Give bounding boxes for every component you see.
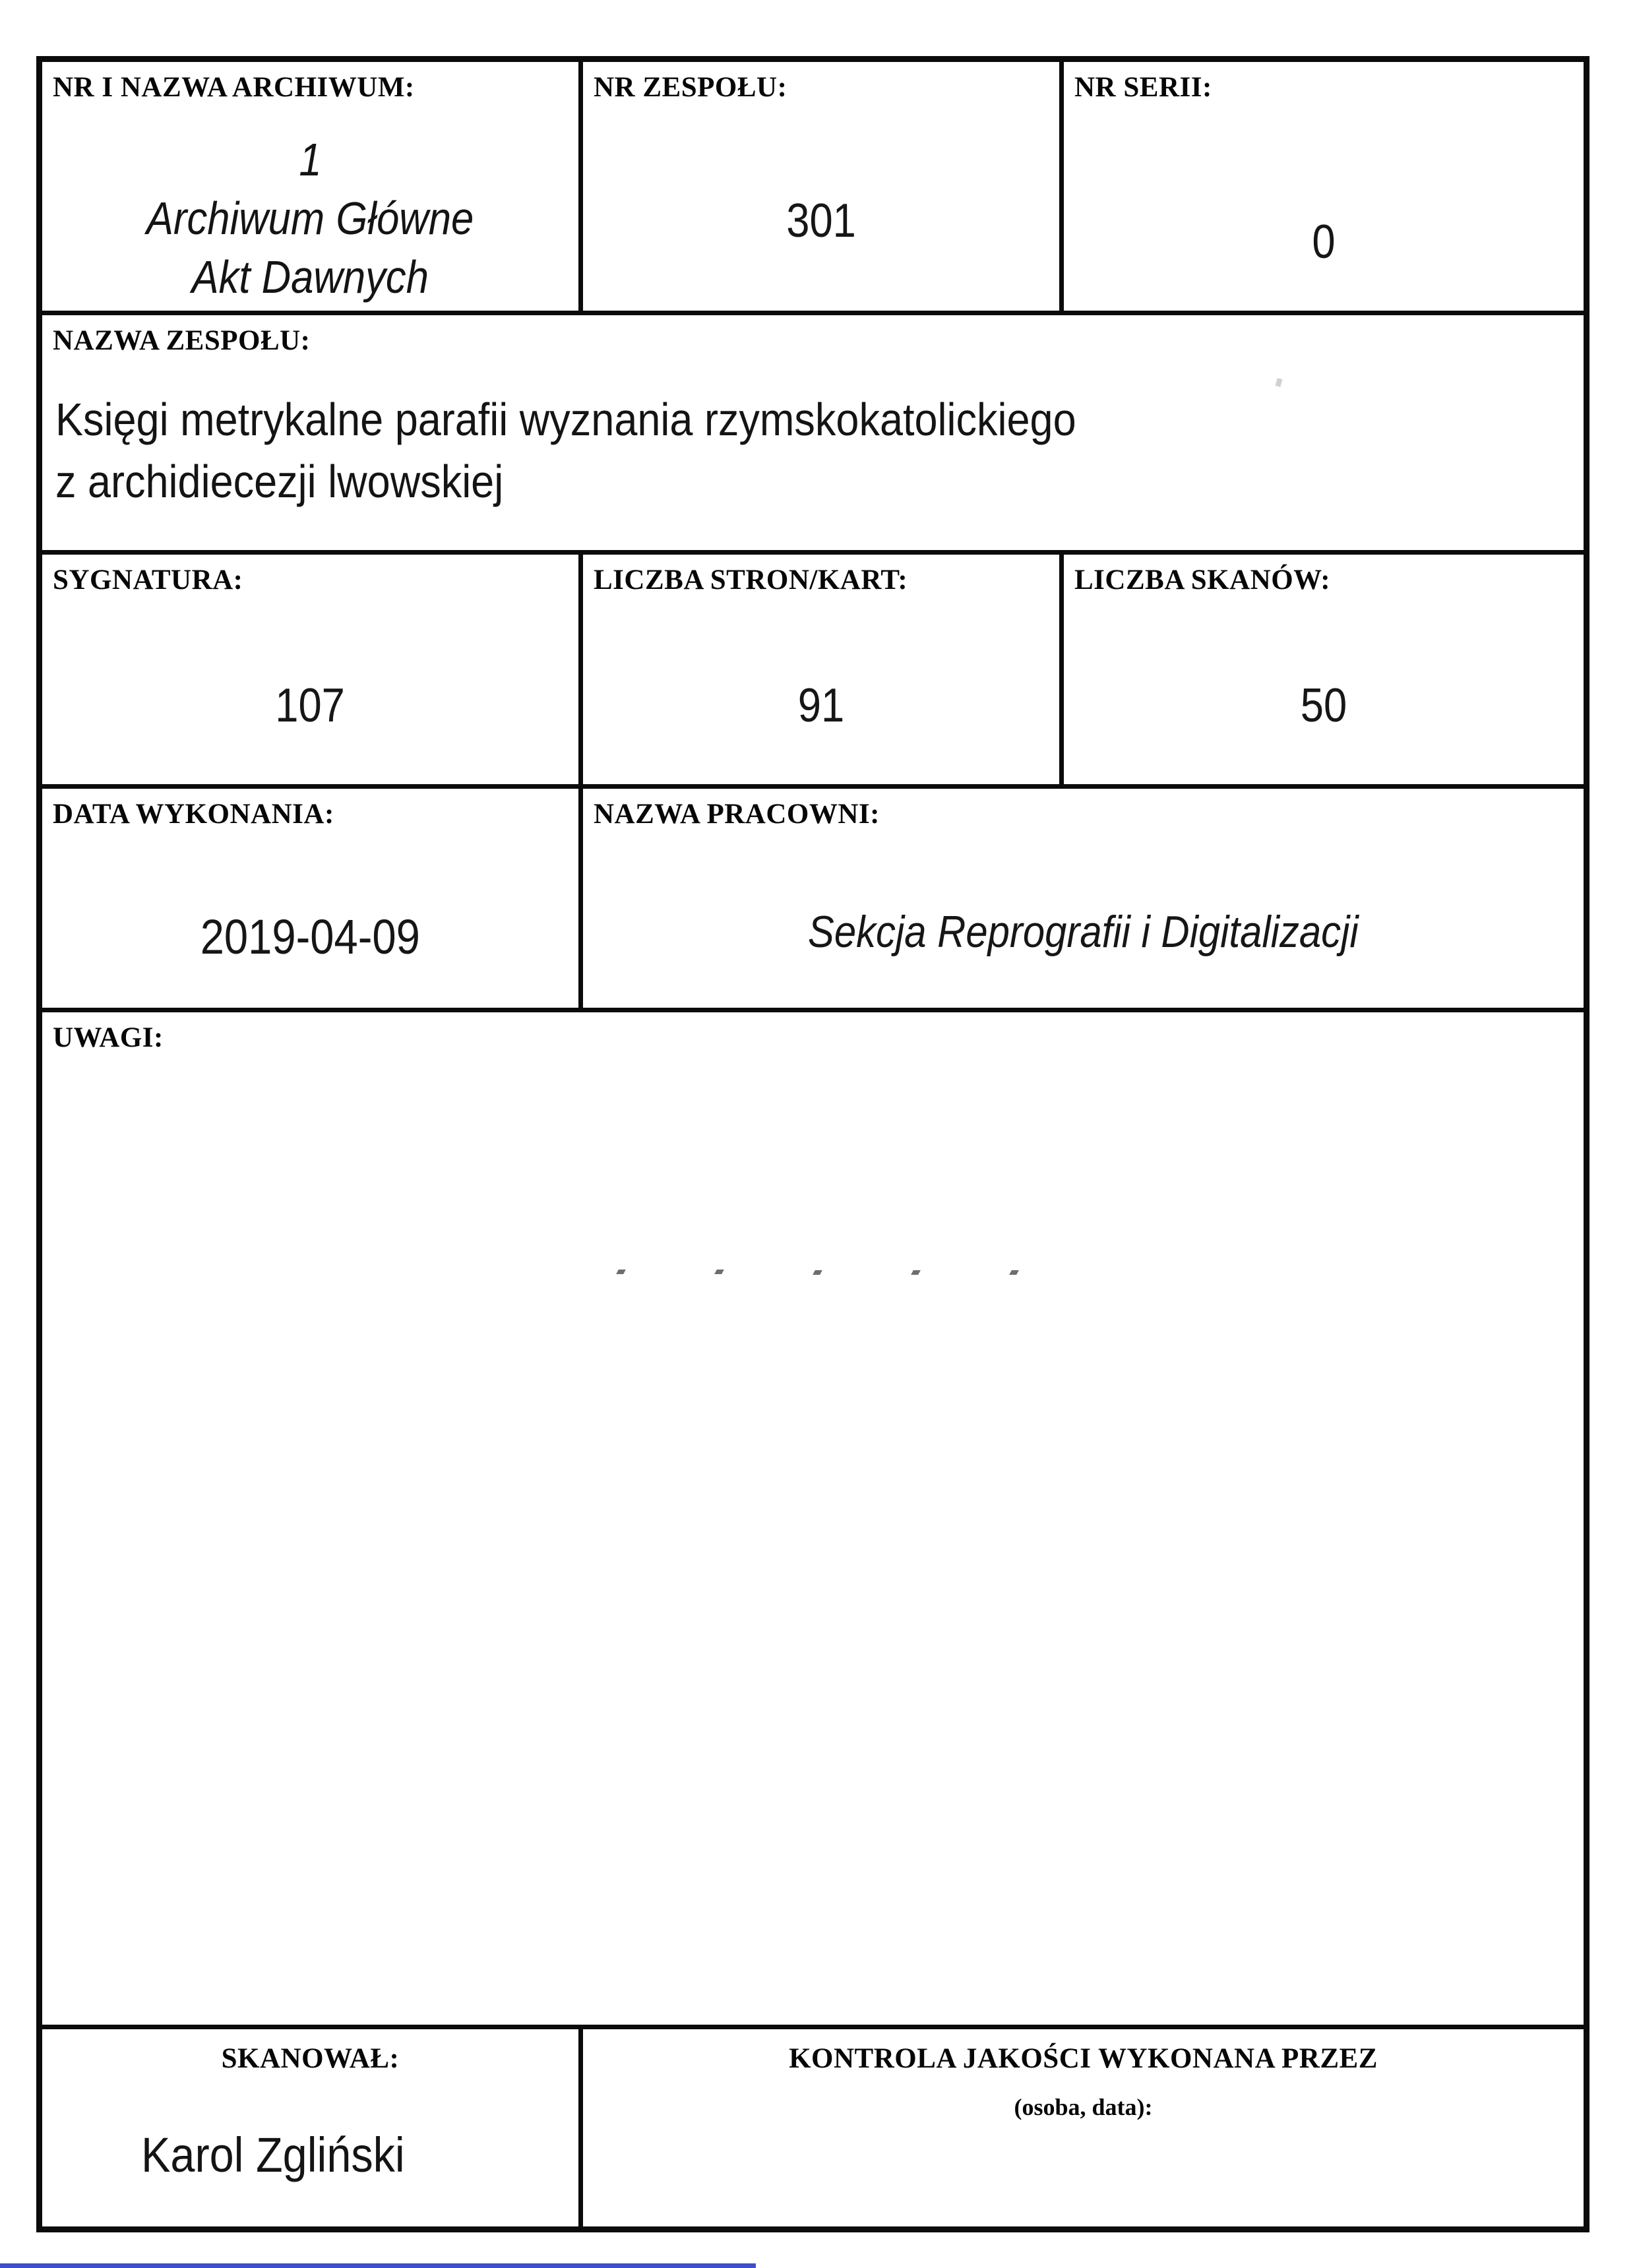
value-liczba-stron: 91 xyxy=(797,679,845,732)
value-nr-serii: 0 xyxy=(1312,216,1336,268)
cell-data-wykonania xyxy=(42,789,583,1008)
value-data-wykonania: 2019-04-09 xyxy=(200,909,421,964)
cell-nr-i-nazwa-archiwum xyxy=(42,62,583,311)
label-data-wykonania: DATA WYKONANIA: xyxy=(53,799,334,830)
label-skanowal: SKANOWAŁ: xyxy=(221,2043,400,2074)
scan-artifact-dot xyxy=(911,1270,921,1275)
cell-liczba-skanow xyxy=(1064,555,1584,784)
row-nazwa-zespolu xyxy=(42,315,1584,555)
cell-nr-zespolu xyxy=(583,62,1064,311)
scan-artifact-dot xyxy=(813,1270,822,1275)
label-liczba-skanow: LICZBA SKANÓW: xyxy=(1074,565,1331,596)
row-skanowal-kontrola xyxy=(42,2029,1584,2226)
row-sygnatura-strony-skany xyxy=(42,555,1584,789)
value-liczba-skanow: 50 xyxy=(1300,679,1347,732)
cell-kontrola-jakosci xyxy=(583,2029,1584,2226)
archive-name-line2: Akt Dawnych xyxy=(191,251,429,303)
label-uwagi: UWAGI: xyxy=(53,1022,164,1053)
row-data-pracownia xyxy=(42,789,1584,1012)
value-nazwa-zespolu-line1: Księgi metrykalne parafii wyznania rzymskokatolickiego xyxy=(55,394,1076,445)
cell-nazwa-pracowni xyxy=(583,789,1584,1008)
label-liczba-stron: LICZBA STRON/KART: xyxy=(594,565,908,596)
label-nr-serii: NR SERII: xyxy=(1074,72,1212,103)
row-archive-zespol-seria xyxy=(42,62,1584,315)
label-nazwa-zespolu: NAZWA ZESPOŁU: xyxy=(53,325,311,356)
cell-sygnatura xyxy=(42,555,583,784)
value-nazwa-zespolu-line2: z archidiecezji lwowskiej xyxy=(55,456,504,507)
scan-artifact-dot xyxy=(1009,1270,1019,1275)
label-nr-i-nazwa-archiwum: NR I NAZWA ARCHIWUM: xyxy=(53,72,415,103)
label-kontrola-osoba-data: (osoba, data): xyxy=(1014,2094,1153,2120)
metadata-table xyxy=(36,56,1589,2232)
label-nr-zespolu: NR ZESPOŁU: xyxy=(594,72,787,103)
archive-name-line1: Archiwum Główne xyxy=(146,193,474,244)
label-sygnatura: SYGNATURA: xyxy=(53,565,243,596)
label-kontrola-jakosci: KONTROLA JAKOŚCI WYKONANA PRZEZ xyxy=(789,2043,1378,2074)
row-uwagi xyxy=(42,1012,1584,2029)
cell-skanowal xyxy=(42,2029,583,2226)
scan-artifact-dot xyxy=(714,1270,724,1274)
value-nr-zespolu: 301 xyxy=(786,195,856,247)
value-sygnatura: 107 xyxy=(275,679,346,732)
bottom-blue-scan-bar xyxy=(0,2263,756,2268)
value-nazwa-pracowni: Sekcja Reprografii i Digitalizacji xyxy=(808,907,1359,957)
scan-artifact-speck xyxy=(1276,378,1283,387)
cell-liczba-stron xyxy=(583,555,1064,784)
archive-number: 1 xyxy=(299,134,322,185)
scan-artifact-dot xyxy=(616,1270,626,1274)
label-nazwa-pracowni: NAZWA PRACOWNI: xyxy=(594,799,880,830)
cell-nr-serii xyxy=(1064,62,1584,311)
value-skanowal: Karol Zgliński xyxy=(141,2128,405,2182)
value-archive-name xyxy=(42,131,578,307)
